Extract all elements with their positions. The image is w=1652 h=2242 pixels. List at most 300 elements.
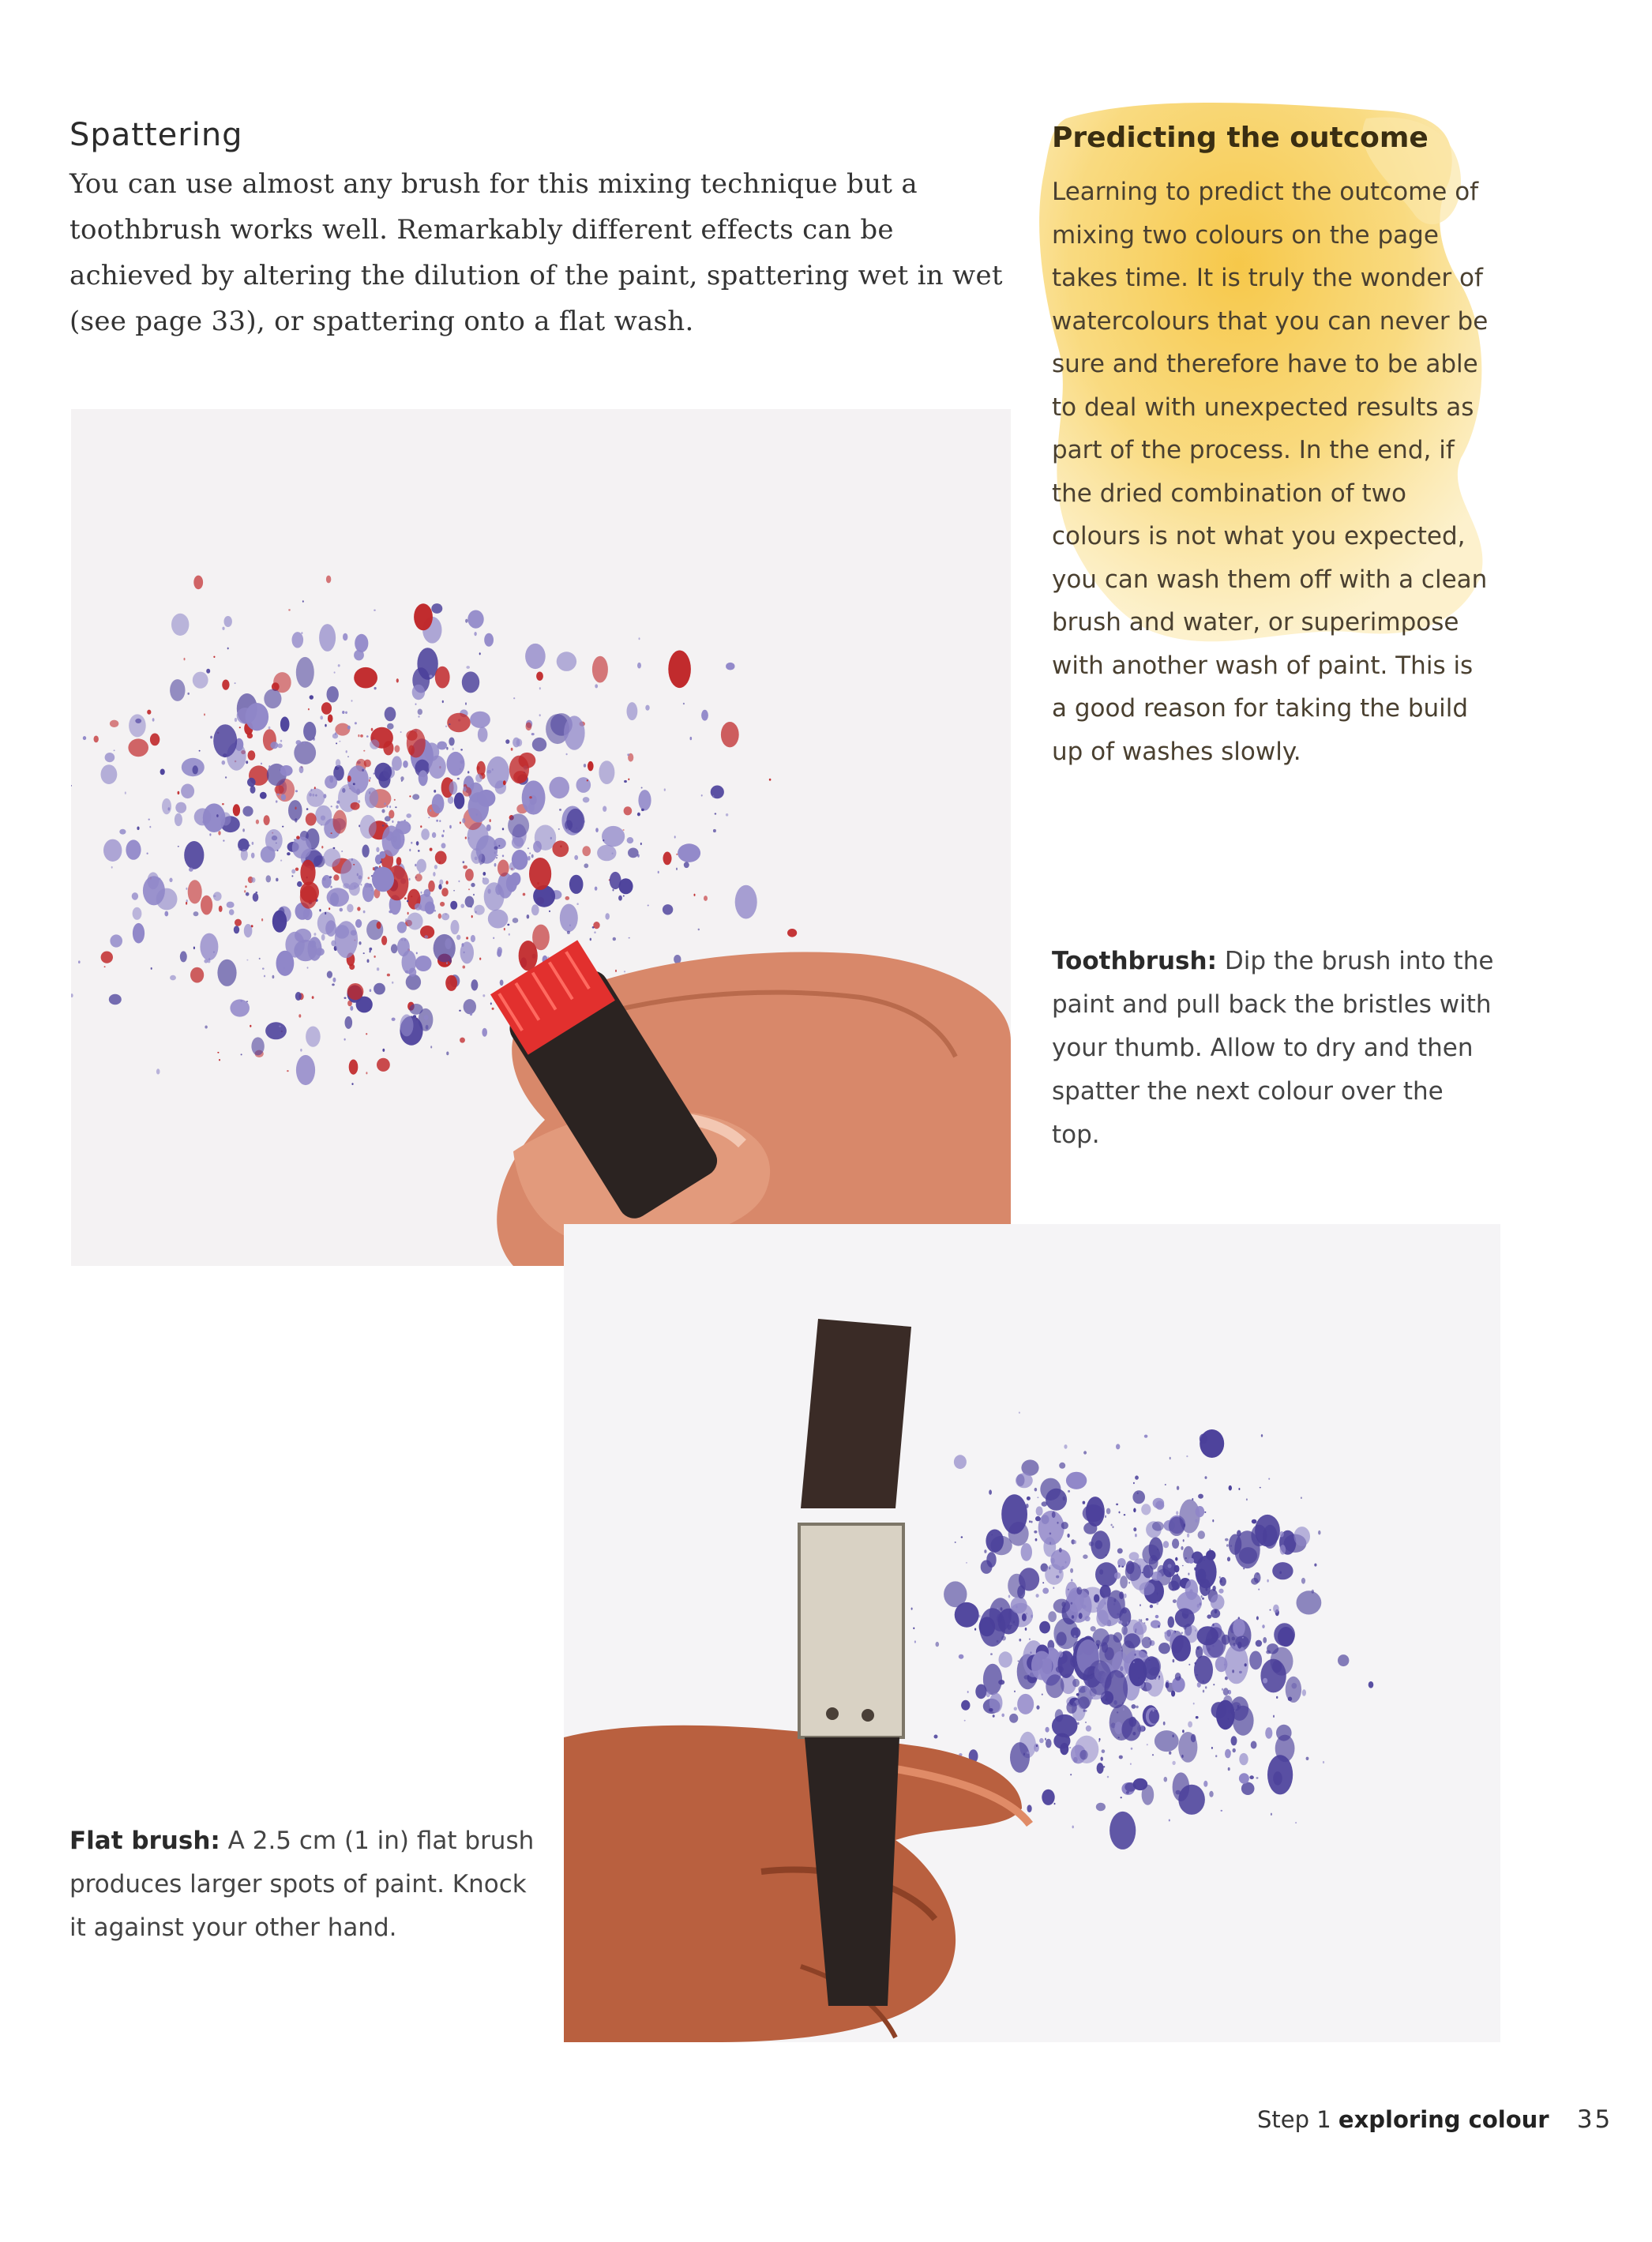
- paint-dot: [1097, 1602, 1098, 1604]
- paint-dot: [593, 922, 599, 929]
- paint-dot: [1119, 1756, 1123, 1759]
- paint-dot: [283, 967, 285, 969]
- paint-dot: [339, 741, 340, 742]
- paint-dot: [584, 863, 588, 868]
- paint-dot: [1151, 1560, 1153, 1561]
- paint-dot: [428, 881, 435, 892]
- paint-dot: [463, 787, 466, 792]
- paint-dot: [412, 685, 425, 700]
- paint-dot: [437, 742, 447, 750]
- paint-dot: [128, 738, 148, 757]
- paint-dot: [471, 935, 475, 942]
- paint-dot: [186, 888, 187, 890]
- paint-dot: [1095, 1562, 1117, 1587]
- paint-dot: [206, 669, 210, 674]
- paint-dot: [1052, 1512, 1056, 1518]
- paint-dot: [712, 795, 714, 798]
- paint-dot: [610, 872, 621, 889]
- paint-dot: [1369, 1681, 1374, 1688]
- paint-dot: [412, 794, 419, 799]
- paint-dot: [292, 632, 304, 648]
- paint-dot: [227, 648, 229, 650]
- paint-dot: [323, 794, 326, 798]
- paint-dot: [1206, 1627, 1226, 1658]
- paint-dot: [418, 709, 422, 715]
- paint-dot: [1039, 1621, 1050, 1634]
- paint-dot: [1019, 1412, 1020, 1414]
- paint-dot: [1121, 1626, 1128, 1635]
- paint-dot: [396, 678, 399, 682]
- paint-dot: [369, 779, 370, 782]
- paint-dot: [312, 996, 314, 999]
- paint-dot: [225, 776, 227, 778]
- paint-dot: [1126, 1560, 1135, 1574]
- paint-dot: [465, 836, 467, 839]
- paint-dot: [381, 809, 385, 813]
- paint-dot: [430, 809, 431, 812]
- paint-dot: [233, 804, 240, 816]
- paint-dot: [389, 911, 392, 914]
- paint-dot: [204, 713, 205, 715]
- paint-dot: [347, 983, 364, 1000]
- paint-dot: [317, 912, 336, 935]
- paint-dot: [434, 865, 437, 869]
- paint-dot: [368, 877, 370, 879]
- paint-dot: [1176, 1511, 1178, 1515]
- paint-dot: [496, 857, 497, 858]
- paint-dot: [1175, 1608, 1195, 1627]
- paint-dot: [1152, 1710, 1154, 1712]
- paint-dot: [392, 982, 393, 984]
- paint-dot: [1077, 1722, 1079, 1725]
- paint-dot: [432, 794, 445, 813]
- paint-dot: [415, 956, 432, 971]
- paint-dot: [407, 900, 408, 903]
- paint-dot: [1196, 1674, 1198, 1676]
- paint-dot: [218, 831, 220, 836]
- paint-dot: [1007, 1624, 1011, 1630]
- paint-dot: [1139, 1619, 1140, 1622]
- paint-dot: [1089, 1542, 1094, 1546]
- paint-dot: [441, 835, 444, 838]
- paint-dot: [726, 813, 728, 817]
- paint-dot: [333, 874, 339, 881]
- paint-dot: [125, 791, 126, 794]
- paint-dot: [1083, 1554, 1087, 1559]
- paint-dot: [373, 867, 375, 870]
- paint-dot: [251, 877, 255, 883]
- paint-dot: [1233, 1748, 1236, 1752]
- paint-dot: [1036, 1744, 1038, 1747]
- paint-dot: [295, 868, 298, 871]
- paint-dot: [370, 989, 372, 992]
- paint-dot: [961, 1536, 963, 1538]
- paint-dot: [989, 1489, 992, 1494]
- paint-dot: [1232, 1702, 1241, 1711]
- paint-dot: [1053, 1587, 1054, 1589]
- paint-dot: [393, 840, 395, 842]
- paint-dot: [307, 967, 309, 968]
- paint-dot: [1049, 1533, 1052, 1535]
- paint-dot: [1171, 1691, 1175, 1697]
- paint-dot: [1295, 1822, 1297, 1823]
- paint-dot: [550, 837, 552, 839]
- section-body-text: You can use almost any brush for this mixing technique but a toothbrush works well. Remarkably different effects can be achieved by altering the dilution of the paint, spattering wet in wet (see page 33), or spattering onto a flat wash.: [69, 168, 1003, 337]
- paint-dot: [184, 658, 186, 660]
- paint-dot: [1046, 1674, 1064, 1698]
- paint-dot: [1133, 1662, 1135, 1663]
- paint-dot: [1118, 1565, 1120, 1568]
- paint-dot: [1131, 1748, 1133, 1750]
- paint-dot: [1014, 1691, 1016, 1692]
- paint-dot: [1209, 1549, 1211, 1550]
- paint-dot: [332, 983, 335, 986]
- paint-dot: [222, 680, 229, 690]
- paint-dot: [523, 893, 526, 896]
- paint-dot: [627, 837, 634, 843]
- paint-dot: [272, 975, 275, 978]
- paint-dot: [331, 806, 332, 807]
- paint-dot: [1072, 1615, 1074, 1619]
- paint-dot: [1008, 1522, 1029, 1546]
- paint-dot: [222, 803, 224, 805]
- paint-dot: [420, 825, 422, 828]
- paint-dot: [1069, 1747, 1071, 1748]
- paint-dot: [137, 827, 139, 831]
- paint-dot: [385, 802, 386, 805]
- paint-dot: [1288, 1697, 1292, 1701]
- paint-dot: [246, 1001, 248, 1002]
- paint-dot: [1204, 1512, 1206, 1513]
- paint-dot: [392, 821, 393, 823]
- paint-dot: [344, 997, 347, 999]
- paint-dot: [565, 896, 570, 900]
- paint-dot: [1232, 1669, 1234, 1673]
- paint-dot: [366, 735, 369, 738]
- paint-dot: [1219, 1703, 1223, 1709]
- paint-dot: [268, 727, 271, 730]
- flat-brush-caption: [69, 1820, 543, 1950]
- paint-dot: [385, 707, 396, 721]
- paint-dot: [446, 962, 448, 964]
- paint-dot: [457, 778, 460, 780]
- page-footer: [1257, 2105, 1613, 2134]
- paint-dot: [468, 888, 470, 890]
- paint-dot: [1302, 1689, 1306, 1696]
- paint-dot: [109, 994, 122, 1005]
- paint-dot: [1136, 1659, 1140, 1662]
- paint-dot: [244, 890, 246, 892]
- paint-dot: [1103, 1766, 1105, 1767]
- paint-dot: [158, 877, 160, 880]
- paint-dot: [1094, 1594, 1099, 1603]
- paint-dot: [641, 809, 644, 811]
- paint-dot: [911, 1608, 913, 1610]
- paint-dot: [1123, 1708, 1124, 1711]
- paint-dot: [1083, 1710, 1086, 1712]
- paint-dot: [1156, 1602, 1158, 1605]
- paint-dot: [592, 656, 608, 683]
- paint-dot: [351, 1083, 353, 1085]
- paint-dot: [477, 790, 495, 807]
- section-heading: Spattering: [69, 117, 243, 153]
- paint-dot: [363, 750, 365, 752]
- paint-dot: [1173, 1734, 1174, 1737]
- paint-dot: [1211, 1747, 1213, 1749]
- paint-dot: [416, 952, 418, 955]
- paint-dot: [1061, 1602, 1065, 1607]
- paint-dot: [1188, 1558, 1194, 1564]
- paint-dot: [465, 869, 474, 881]
- paint-dot: [296, 657, 314, 688]
- paint-dot: [1338, 1654, 1349, 1666]
- paint-dot: [1068, 1490, 1070, 1493]
- paint-dot: [152, 718, 155, 721]
- paint-dot: [482, 877, 484, 879]
- paint-dot: [1143, 1656, 1160, 1680]
- paint-dot: [224, 616, 232, 627]
- paint-dot: [1114, 1572, 1121, 1579]
- paint-dot: [567, 931, 570, 934]
- paint-dot: [156, 888, 178, 911]
- paint-dot: [397, 821, 400, 824]
- paint-dot: [333, 810, 347, 834]
- paint-dot: [615, 970, 617, 972]
- paint-dot: [282, 826, 283, 828]
- paint-dot: [264, 689, 281, 709]
- paint-dot: [1245, 1663, 1247, 1666]
- paint-dot: [355, 885, 356, 888]
- paint-dot: [327, 686, 339, 703]
- paint-dot: [595, 828, 599, 832]
- footer-step: Step 1: [1257, 2106, 1331, 2133]
- paint-dot: [648, 905, 649, 907]
- paint-dot: [349, 882, 360, 896]
- paint-dot: [1132, 1490, 1145, 1504]
- paint-dot: [1149, 1538, 1163, 1561]
- paint-dot: [321, 846, 323, 848]
- paint-dot: [1198, 1494, 1203, 1499]
- paint-dot: [488, 910, 509, 929]
- paint-dot: [1229, 1534, 1241, 1555]
- paint-dot: [576, 777, 591, 793]
- paint-dot: [1209, 1791, 1213, 1797]
- paint-dot: [452, 748, 454, 750]
- paint-dot: [1163, 1541, 1169, 1548]
- paint-dot: [1254, 1572, 1261, 1583]
- paint-dot: [1169, 1517, 1185, 1536]
- paint-dot: [1194, 1655, 1213, 1684]
- paint-dot: [975, 1684, 986, 1699]
- paint-dot: [1019, 1639, 1021, 1642]
- paint-dot: [477, 766, 480, 771]
- paint-dot: [377, 1058, 390, 1072]
- paint-dot: [151, 967, 152, 970]
- paint-dot: [1323, 1761, 1324, 1763]
- paint-dot: [1027, 1497, 1031, 1500]
- paint-dot: [454, 793, 464, 809]
- paint-dot: [1046, 1739, 1052, 1748]
- paint-dot: [531, 733, 535, 735]
- paint-dot: [637, 813, 640, 817]
- paint-dot: [331, 832, 332, 834]
- paint-dot: [175, 802, 186, 813]
- paint-dot: [1318, 1530, 1320, 1535]
- paint-dot: [358, 734, 359, 737]
- paint-dot: [480, 862, 482, 866]
- flat-brush-spatter-photo: [564, 1224, 1500, 2042]
- toothbrush-caption: [1052, 940, 1494, 1157]
- paint-dot: [349, 1060, 359, 1075]
- paint-dot: [382, 1049, 385, 1052]
- paint-dot: [1065, 1561, 1067, 1564]
- paint-dot: [1008, 1595, 1011, 1598]
- paint-dot: [701, 794, 703, 797]
- paint-dot: [210, 736, 212, 739]
- paint-dot: [527, 914, 530, 918]
- paint-dot: [1256, 1640, 1262, 1647]
- paint-dot: [1293, 1527, 1310, 1546]
- paint-dot: [726, 663, 734, 670]
- paint-dot: [1137, 1493, 1139, 1495]
- paint-dot: [1260, 1487, 1261, 1489]
- paint-dot: [497, 949, 501, 957]
- paint-dot: [244, 924, 253, 937]
- paint-dot: [463, 966, 466, 969]
- paint-dot: [449, 723, 450, 725]
- paint-dot: [377, 967, 379, 971]
- paint-dot: [1152, 1522, 1164, 1531]
- paint-dot: [690, 737, 693, 740]
- paint-dot: [605, 913, 610, 919]
- paint-dot: [340, 908, 343, 912]
- paint-dot: [470, 712, 490, 728]
- paint-dot: [193, 911, 199, 916]
- paint-dot: [354, 667, 377, 689]
- paint-dot: [346, 750, 347, 753]
- paint-dot: [101, 952, 113, 963]
- paint-dot: [78, 960, 81, 963]
- paint-dot: [1276, 1696, 1278, 1699]
- paint-dot: [1198, 1530, 1205, 1539]
- paint-dot: [382, 824, 385, 826]
- paint-dot: [618, 896, 622, 901]
- paint-dot: [1106, 1554, 1107, 1556]
- paint-dot: [967, 1691, 969, 1693]
- paint-dot: [1227, 1557, 1230, 1561]
- paint-dot: [357, 907, 360, 911]
- paint-dot: [1218, 1589, 1223, 1594]
- paint-dot: [1155, 1730, 1179, 1752]
- paint-dot: [321, 934, 325, 941]
- paint-dot: [301, 632, 302, 634]
- paint-dot: [353, 783, 355, 785]
- paint-dot: [1267, 1579, 1268, 1583]
- paint-dot: [1072, 1679, 1079, 1687]
- paint-dot: [637, 663, 641, 669]
- paint-dot: [1079, 1750, 1087, 1760]
- paint-dot: [395, 806, 396, 808]
- paint-dot: [1233, 1643, 1235, 1646]
- paint-dot: [287, 852, 291, 855]
- paint-dot: [478, 727, 488, 742]
- paint-dot: [1203, 1681, 1204, 1683]
- paint-dot: [1228, 1718, 1230, 1720]
- paint-dot: [1238, 1617, 1240, 1619]
- paint-dot: [1034, 1488, 1038, 1492]
- paint-dot: [1177, 1486, 1179, 1490]
- paint-dot: [1168, 1564, 1172, 1568]
- paint-dot: [362, 845, 369, 858]
- paint-dot: [474, 905, 485, 915]
- paint-dot: [330, 892, 339, 906]
- paint-dot: [549, 911, 550, 912]
- paint-dot: [494, 863, 497, 867]
- paint-dot: [460, 904, 464, 908]
- paint-dot: [1136, 1706, 1139, 1709]
- paint-dot: [1113, 1632, 1122, 1643]
- paint-dot: [401, 780, 403, 782]
- toothbrush-spatter-photo: [71, 409, 1011, 1266]
- paint-dot: [360, 884, 362, 886]
- paint-dot: [1142, 1637, 1152, 1649]
- paint-dot: [306, 808, 309, 810]
- paint-dot: [1127, 1621, 1128, 1624]
- paint-dot: [441, 843, 446, 848]
- paint-dot: [326, 576, 331, 584]
- paint-dot: [345, 1016, 353, 1029]
- paint-dot: [1097, 1763, 1104, 1774]
- paint-dot: [1246, 1498, 1248, 1500]
- paint-dot: [473, 894, 475, 896]
- paint-dot: [526, 723, 532, 731]
- paint-dot: [678, 843, 700, 862]
- paint-dot: [328, 715, 333, 723]
- paint-dot: [628, 848, 639, 858]
- paint-dot: [1268, 1478, 1270, 1480]
- paint-dot: [494, 851, 496, 854]
- paint-dot: [460, 749, 463, 750]
- paint-dot: [595, 887, 598, 891]
- paint-dot: [1018, 1661, 1019, 1662]
- paint-dot: [296, 740, 302, 745]
- paint-dot: [984, 1549, 986, 1553]
- paint-dot: [351, 802, 360, 810]
- paint-dot: [1265, 1727, 1272, 1738]
- paint-dot: [569, 875, 584, 894]
- paint-dot: [509, 933, 510, 936]
- sidebar-body-text: Learning to predict the outcome of mixing two colours on the page takes time. It is truly the wonder of watercolours that you can never be sure and therefore have to be able to deal with unexpected results as part of the process. In the end, if the dried combination of two colours is not what you expected, you can wash them off with a clean brush and water, or superimpose with another wash of paint. This is a good reason for taking the build up of washes slowly.: [1052, 178, 1489, 766]
- paint-dot: [240, 1000, 242, 1001]
- paint-dot: [262, 967, 265, 969]
- paint-dot: [296, 1055, 315, 1085]
- paint-dot: [564, 715, 585, 749]
- paint-dot: [465, 702, 467, 704]
- paint-dot: [1114, 1722, 1122, 1734]
- paint-dot: [298, 1014, 301, 1017]
- paint-dot: [460, 1038, 465, 1043]
- paint-dot: [407, 912, 409, 914]
- paint-dot: [248, 750, 256, 760]
- paint-dot: [434, 790, 436, 793]
- paint-dot: [400, 1014, 414, 1036]
- paint-dot: [1263, 1678, 1267, 1684]
- paint-dot: [347, 775, 351, 782]
- paint-dot: [1141, 1572, 1143, 1574]
- paint-dot: [343, 883, 350, 888]
- paint-dot: [353, 864, 355, 866]
- paint-dot: [1267, 1643, 1278, 1654]
